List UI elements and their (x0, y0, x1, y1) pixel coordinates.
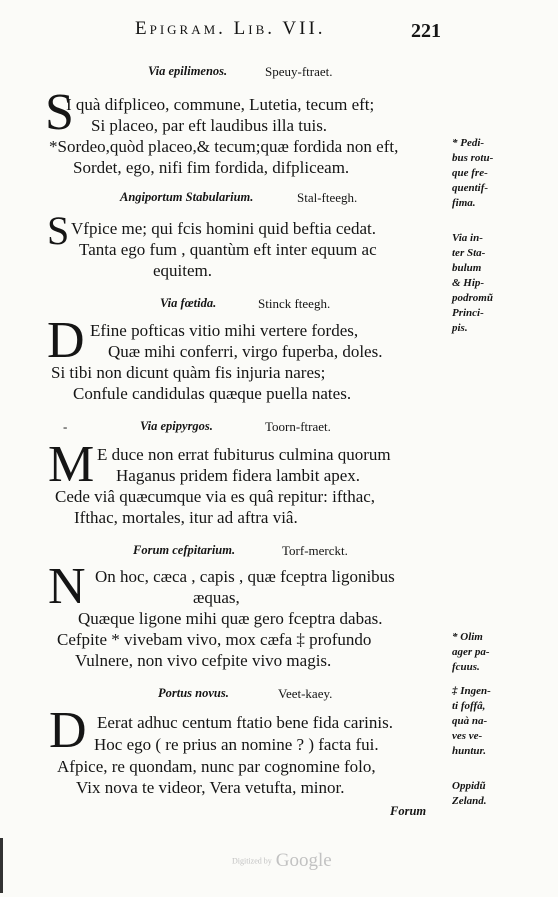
verse-line: Confule candidulas quæque puella nates. (73, 384, 352, 403)
epigram-title: Via fœtida. (160, 296, 217, 310)
verse-line: I quà difpliceo, commune, Lutetia, tecum eft; (66, 95, 375, 114)
verse-line: Tanta ego fum , quantùm eft inter equum ac (79, 240, 377, 259)
verse-line: Vix nova te videor, Vera vetufta, minor. (76, 778, 345, 797)
margin-note: * Olim ager pa- fcuus. (452, 631, 490, 673)
initial-letter: S (45, 84, 74, 141)
initial-letter: M (48, 436, 95, 493)
verse-line: Ifthac, mortales, itur ad aftra viâ. (74, 508, 298, 527)
epigram-title: Angiportum Stabularium. (120, 190, 254, 204)
verse-line: Eerat adhuc centum ftatio bene fida carinis. (97, 713, 393, 732)
margin-note: Oppidũ Zeland. (452, 780, 487, 807)
verse-line: E duce non errat fubiturus culmina quorum (97, 445, 391, 464)
dutch-name: Speuy-ftraet. (265, 64, 333, 79)
dutch-name: Stal-fteegh. (297, 190, 358, 205)
verse-line: Haganus pridem fidera lambit apex. (116, 466, 361, 485)
epigram-title: Portus novus. (158, 686, 229, 700)
epigram-title: Via epipyrgos. (140, 419, 213, 433)
margin-note: * Pedi- bus rotu- que fre- quentif- fima. (452, 137, 494, 209)
margin-note: ‡ Ingen- ti foffâ, quà na- ves ve- huntur. (452, 685, 491, 757)
verse-line: Vulnere, non vivo cefpite vivo magis. (75, 651, 332, 670)
page-edge-mark (0, 838, 3, 893)
verse-line: Afpice, re quondam, nunc par cognomine folo, (57, 757, 376, 776)
initial-letter: D (47, 312, 85, 369)
page-number: 221 (411, 20, 441, 42)
verse-line: æquas, (193, 588, 240, 607)
verse-line: Hoc ego ( re prius an nomine ? ) facta fui. (94, 735, 379, 754)
verse-line: Cede viâ quæcumque via es quâ repitur: ifthac, (55, 487, 376, 506)
verse-line: equitem. (153, 261, 213, 280)
dutch-name: Toorn-ftraet. (265, 419, 331, 434)
google-watermark (232, 850, 332, 872)
dash-mark: - (63, 419, 68, 434)
initial-letter: S (47, 208, 70, 253)
running-title: Epigram. Lib. VII. (135, 18, 326, 39)
verse-line: Quæque ligone mihi quæ gero fceptra dabas. (78, 609, 383, 628)
dutch-name: Stinck fteegh. (258, 296, 331, 311)
verse-line: Vfpice me; qui fcis homini quid beftia cedat. (71, 219, 376, 238)
verse-line: Efine pofticas vitio mihi vertere fordes, (90, 321, 359, 340)
verse-line: Cefpite * vivebam vivo, mox cæfa ‡ profundo (57, 630, 372, 649)
catchword: Forum (390, 804, 427, 818)
verse-line: Si placeo, par eft laudibus illa tuis. (91, 116, 328, 135)
dutch-name: Veet-kaey. (278, 686, 333, 701)
verse-line: Sordet, ego, nifi fim fordida, difpliceam. (73, 158, 350, 177)
digitized-by-label: Digitized by (232, 856, 272, 866)
epigram-title: Forum cefpitarium. (133, 543, 236, 557)
initial-letter: D (49, 702, 87, 759)
google-logo: Google (275, 850, 332, 871)
margin-note: Via in- ter Sta- bulum & Hip- podromũ Princi- pis. (452, 232, 493, 334)
verse-line: Si tibi non dicunt quàm fis injuria nares; (51, 363, 326, 382)
epigram-title: Via epilimenos. (148, 64, 228, 78)
verse-line: *Sordeo,quòd placeo,& tecum;quæ fordida non eft, (49, 137, 399, 156)
verse-line: Quæ mihi conferri, virgo fuperba, doles. (108, 342, 383, 361)
initial-letter: N (48, 558, 86, 615)
verse-line: On hoc, cæca , capis , quæ fceptra ligonibus (95, 567, 395, 586)
dutch-name: Torf-merckt. (282, 543, 348, 558)
